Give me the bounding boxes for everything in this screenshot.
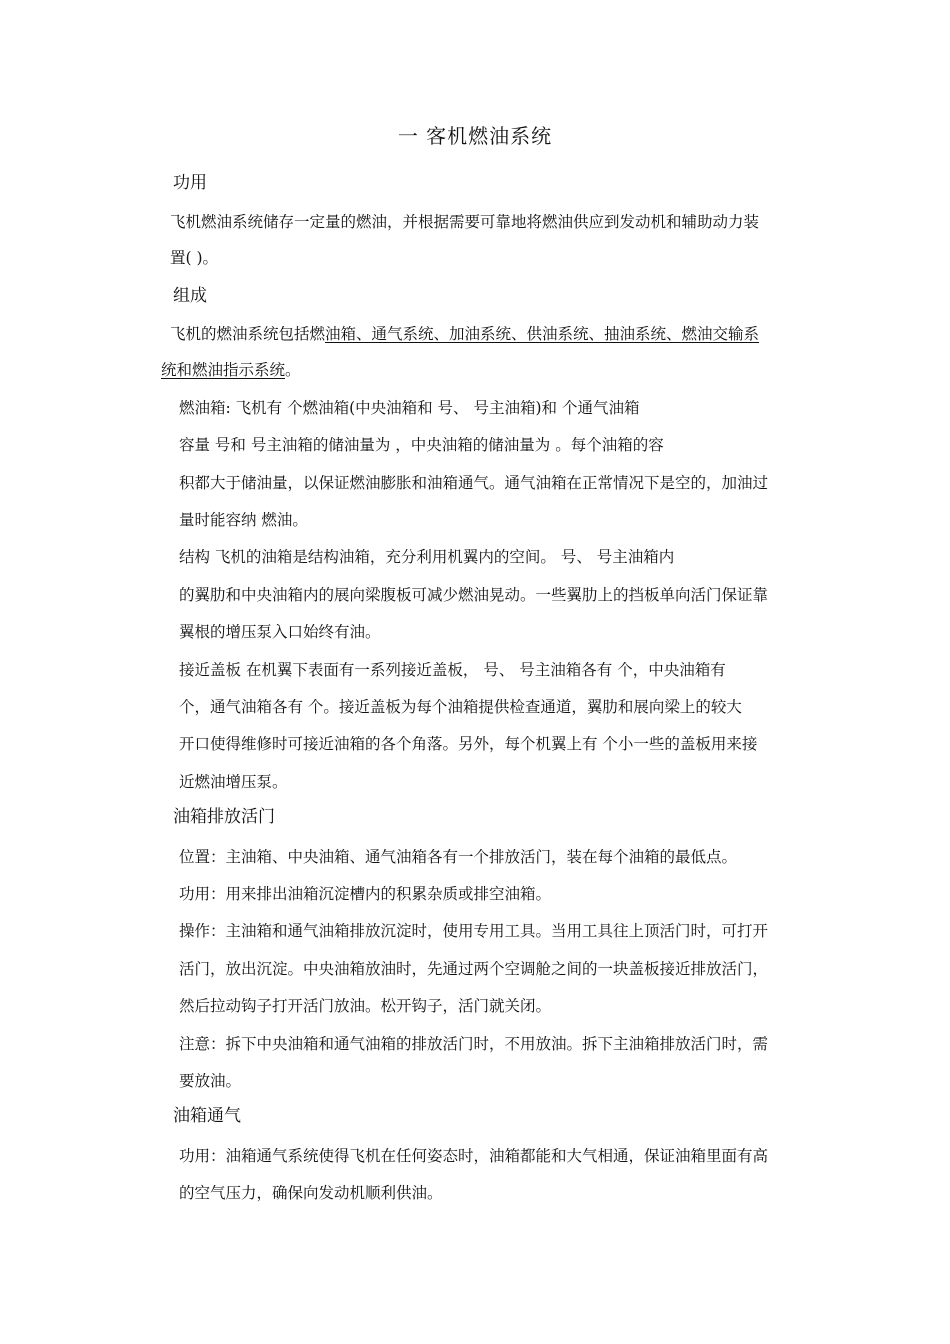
paragraph-line: 活门，放出沉淀。中央油箱放油时，先通过两个空调舱之间的一块盖板接近排放活门， (179, 960, 769, 978)
paragraph-line: 功用：油箱通气系统使得飞机在任何姿态时，油箱都能和大气相通，保证油箱里面有高 (179, 1147, 769, 1165)
page-title: 一 客机燃油系统 (397, 124, 553, 148)
paragraph-line: 近燃油增压泵。 (179, 773, 288, 791)
paragraph-line: 操作：主油箱和通气油箱排放沉淀时，使用专用工具。当用工具往上顶活门时，可打开 (179, 922, 769, 940)
paragraph-line: 注意：拆下中央油箱和通气油箱的排放活门时，不用放油。拆下主油箱排放活门时，需 (179, 1035, 769, 1053)
paragraph-line: 置( )。 (170, 249, 219, 267)
composition-suffix: 。 (285, 361, 301, 379)
composition-underlined: 油箱、通气系统、加油系统、供油系统、抽油系统、燃油交输系 (325, 325, 760, 343)
section-heading-function: 功用 (173, 173, 207, 193)
section-heading-tank-vent: 油箱通气 (173, 1106, 241, 1126)
paragraph-line: 然后拉动钩子打开活门放油。松开钩子，活门就关闭。 (179, 997, 552, 1015)
paragraph-line: 结构 飞机的油箱是结构油箱，充分利用机翼内的空间。 号、 号主油箱内 (179, 548, 675, 566)
paragraph-line: 开口使得维修时可接近油箱的各个角落。另外，每个机翼上有 个小一些的盖板用来接 (179, 735, 758, 753)
paragraph-line: 的翼肋和中央油箱内的展向梁腹板可减少燃油晃动。一些翼肋上的挡板单向活门保证靠 (179, 586, 769, 604)
paragraph-line: 接近盖板 在机翼下表面有一系列接近盖板， 号、 号主油箱各有 个，中央油箱有 (179, 661, 726, 679)
composition-underlined: 统和燃油指示系统 (161, 361, 286, 379)
paragraph-line: 功用：用来排出油箱沉淀槽内的积累杂质或排空油箱。 (179, 885, 552, 903)
paragraph-line (170, 324, 759, 344)
paragraph-line: 飞机燃油系统储存一定量的燃油，并根据需要可靠地将燃油供应到发动机和辅助动力装 (170, 213, 760, 231)
paragraph-line (161, 360, 301, 380)
paragraph-line: 积都大于储油量，以保证燃油膨胀和油箱通气。通气油箱在正常情况下是空的，加油过 (179, 474, 769, 492)
paragraph-line: 容量 号和 号主油箱的储油量为 ，中央油箱的储油量为 。每个油箱的容 (179, 436, 664, 454)
paragraph-line: 翼根的增压泵入口始终有油。 (179, 623, 381, 641)
composition-prefix: 飞机的燃油系统包括燃 (170, 325, 326, 343)
paragraph-line: 量时能容纳 燃油。 (179, 511, 308, 529)
paragraph-line: 燃油箱: 飞机有 个燃油箱(中央油箱和 号、 号主油箱)和 个通气油箱 (179, 399, 640, 417)
paragraph-line: 个，通气油箱各有 个。接近盖板为每个油箱提供检查通道，翼肋和展向梁上的较大 (179, 698, 742, 716)
paragraph-line: 要放油。 (179, 1072, 242, 1090)
paragraph-line: 的空气压力，确保向发动机顺利供油。 (179, 1184, 443, 1202)
section-heading-drain-valve: 油箱排放活门 (173, 807, 275, 827)
paragraph-line: 位置：主油箱、中央油箱、通气油箱各有一个排放活门，装在每个油箱的最低点。 (179, 848, 738, 866)
section-heading-composition: 组成 (173, 286, 207, 306)
